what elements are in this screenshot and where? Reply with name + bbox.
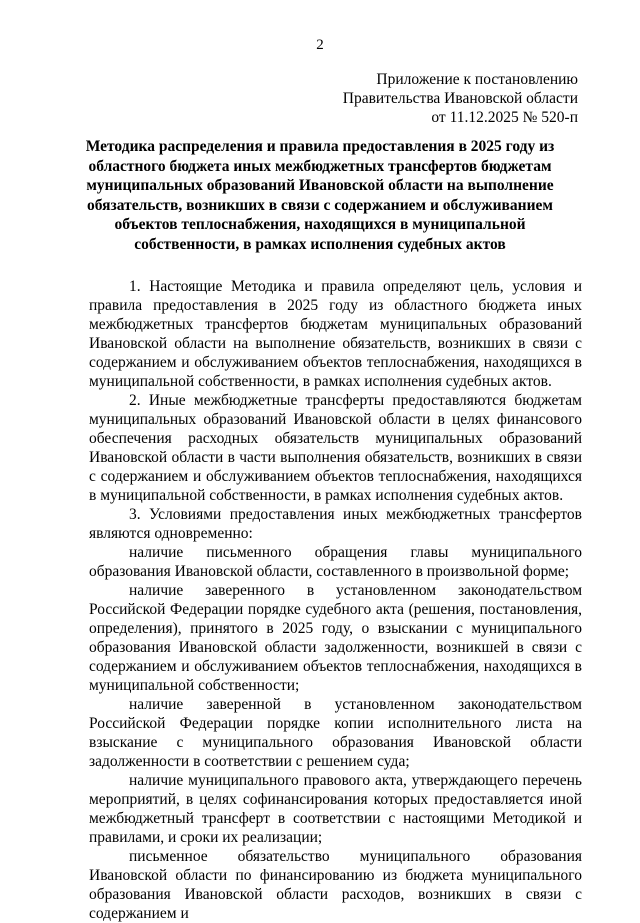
appendix-line-2: Правительства Ивановской области bbox=[342, 90, 578, 107]
paragraph-condition-4: наличие муниципального правового акта, утверждающего перечень мероприятий, в целях софинансирования которых предоставляется иной межбюджетный трансферт в соответствии с настоящими Методикой и правилами, и сроки их реализации; bbox=[89, 772, 582, 846]
paragraph-condition-1: наличие письменного обращения главы муниципального образования Ивановской области, составленного в произвольной форме; bbox=[89, 544, 582, 580]
paragraph-condition-2: наличие заверенного в установленном законодательством Российской Федерации порядке судебного акта (решения, постановления, определения), принятого в 2025 году, о взыскании с муниципального образования Ивановской области задолженности, возникшей в связи с содержанием и обслуживанием объектов теплоснабжения, находящихся в муниципальной собственности; bbox=[89, 582, 582, 694]
appendix-line-1: Приложение к постановлению bbox=[376, 71, 578, 88]
appendix-header bbox=[343, 70, 578, 127]
page-number: 2 bbox=[316, 37, 324, 53]
document-body bbox=[89, 277, 582, 923]
paragraph-condition-3: наличие заверенной в установленном законодательством Российской Федерации порядке копии исполнительного листа на взыскание с муниципального образования Ивановской области задолженности в соответствии с решением суда; bbox=[89, 696, 582, 770]
document-title: Методика распределения и правила предоставления в 2025 году из областного бюджета иных межбюджетных трансфертов бюджетам муниципальных образований Ивановской области на выполнение обязательств, возникших в связи с содержанием и обслуживанием объектов теплоснабжения, находящихся в муниципальной собственности, в рамках исполнения судебных актов bbox=[85, 138, 555, 253]
paragraph-3: 3. Условиями предоставления иных межбюджетных трансфертов являются одновременно: bbox=[89, 506, 582, 542]
paragraph-2: 2. Иные межбюджетные трансферты предоставляются бюджетам муниципальных образований Ивановской области в целях финансового обеспечения расходных обязательств муниципальных образований Ивановской области в части выполнения обязательств, возникших в связи с содержанием и обслуживанием объектов теплоснабжения, находящихся в муниципальной собственности, в рамках исполнения судебных актов. bbox=[89, 392, 582, 504]
paragraph-1: 1. Настоящие Методика и правила определяют цель, условия и правила предоставления в 2025 году из областного бюджета иных межбюджетных трансфертов бюджетам муниципальных образований Ивановской области на выполнение обязательств, возникших в связи с содержанием и обслуживанием объектов теплоснабжения, находящихся в муниципальной собственности, в рамках исполнения судебных актов. bbox=[89, 278, 582, 390]
appendix-line-3: от 11.12.2025 № 520-п bbox=[431, 109, 578, 126]
paragraph-condition-5: письменное обязательство муниципального образования Ивановской области по финансированию из бюджета муниципального образования Ивановской области расходов, возникших в связи с содержанием и bbox=[89, 848, 582, 922]
